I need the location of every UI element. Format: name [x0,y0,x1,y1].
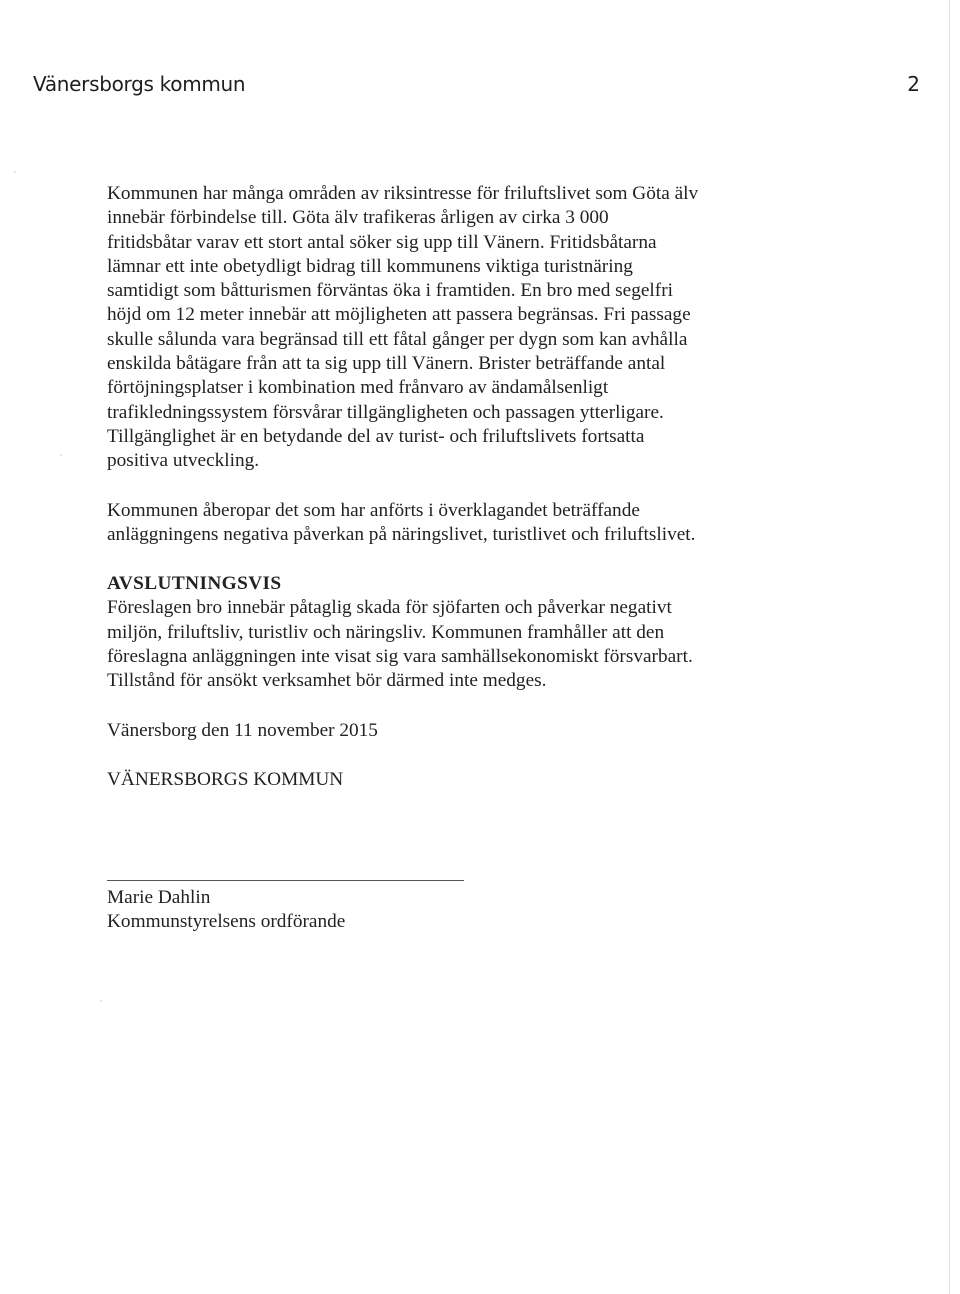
text-line: föreslagna anläggningen inte visat sig vara samhällsekonomiskt försvarbart. [107,646,693,668]
signatory-title: Kommunstyrelsens ordförande [107,911,346,933]
text-line: skulle sålunda vara begränsad till ett fåtal gånger per dygn som kan avhålla [107,328,688,350]
text-line: miljön, friluftsliv, turistliv och näringsliv. Kommunen framhåller att den [107,621,665,643]
scan-speck [14,171,16,173]
text-line: lämnar ett inte obetydligt bidrag till kommunens viktiga turistnäring [107,255,633,277]
text-line: positiva utveckling. [107,450,260,472]
text-line: Kommunen har många områden av riksintresse för friluftslivet som Göta älv [107,183,699,204]
signatory-name: Marie Dahlin [107,887,211,908]
text-line: innebär förbindelse till. Göta älv trafikeras årligen av cirka 3 000 [107,207,609,229]
text-line: anläggningens negativa påverkan på näringslivet, turistlivet och friluftslivet. [107,523,696,545]
text-line: enskilda båtägare från att ta sig upp till Vänern. Brister beträffande antal [107,353,666,375]
text-line: höjd om 12 meter innebär att möjligheten att passera begränsas. Fri passage [107,304,691,326]
paragraph-recreation [107,182,767,474]
scan-speck [60,454,62,456]
text-line: trafikledningssystem försvårar tillgängligheten och passagen ytterligare. [107,401,664,423]
scan-speck [100,1000,102,1002]
text-line: Tillstånd för ansökt verksamhet bör därmed inte medges. [107,670,547,692]
signature-block [107,886,345,935]
text-line: förtöjningsplatser i kombination med frånvaro av ändamålsenligt [107,377,609,399]
signature-line [107,880,464,881]
page-edge-shadow [949,0,950,1294]
text-line: fritidsbåtar varav ett stort antal söker sig upp till Vänern. Fritidsbåtarna [107,231,657,253]
text-line: samtidigt som båtturismen förväntas öka i framtiden. En bro med segelfri [107,280,673,302]
paragraph-appeal-reference [107,499,767,548]
text-line: Föreslagen bro innebär påtaglig skada för sjöfarten och påverkar negativt [107,597,672,619]
section-heading: AVSLUTNINGSVIS [107,573,282,595]
letter-body [107,182,767,792]
text-line: Tillgänglighet är en betydande del av turist- och friluftslivets fortsatta [107,425,645,447]
page-number: 2 [907,72,920,96]
header-organization: Vänersborgs kommun [33,72,246,96]
sender-name: VÄNERSBORGS KOMMUN [107,768,344,790]
conclusion-section [107,572,767,693]
place-date: Vänersborg den 11 november 2015 [107,719,378,741]
text-line: Kommunen åberopar det som har anförts i överklagandet beträffande [107,499,640,521]
